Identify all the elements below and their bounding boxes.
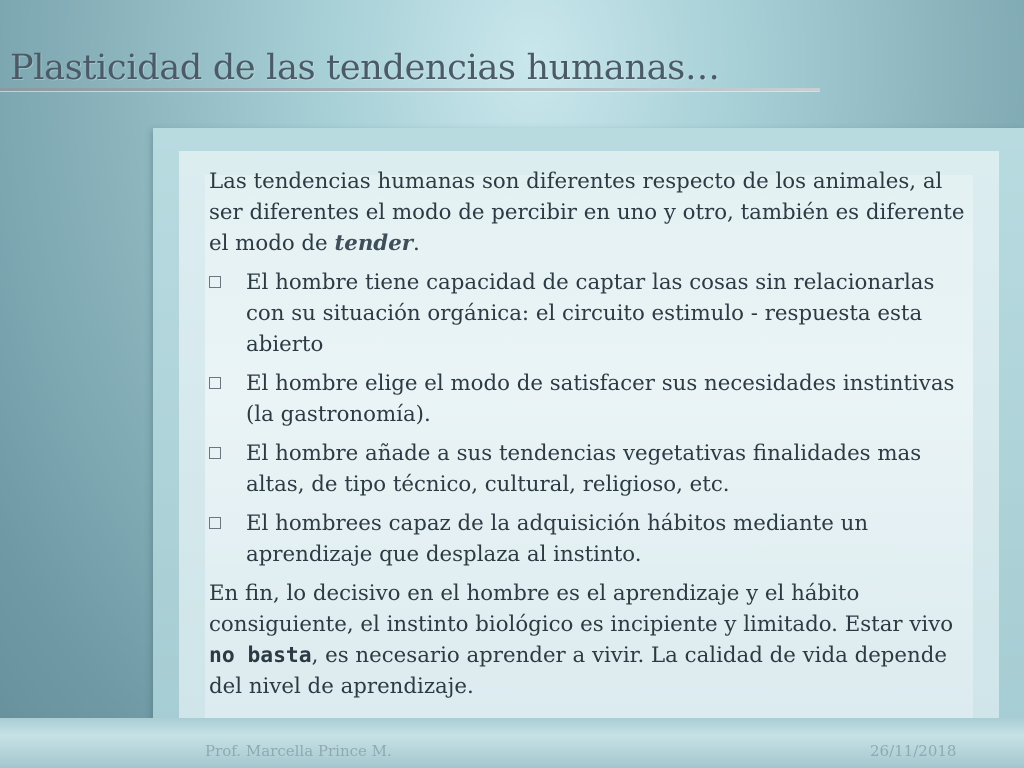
bullet-text: El hombre elige el modo de satisfacer sus necesidades instintivas (la gastronomía).	[246, 371, 955, 427]
bullet-text: El hombre añade a sus tendencias vegetativas finalidades mas altas, de tipo técnico, cultural, religioso, etc.	[246, 441, 922, 497]
slide-title: Plasticidad de las tendencias humanas…	[10, 48, 720, 88]
bullet-item	[209, 368, 979, 430]
bold-phrase: no basta	[209, 643, 312, 668]
emphasis-word: tender	[334, 231, 413, 256]
square-bullet-icon	[209, 276, 221, 288]
conclusion-text-end: , es necesario aprender a vivir. La calidad de vida depende del nivel de aprendizaje.	[209, 643, 947, 699]
bullet-item	[209, 438, 979, 500]
slide-body	[209, 166, 979, 710]
conclusion-paragraph	[209, 578, 979, 702]
intro-paragraph	[209, 166, 979, 259]
bullet-item	[209, 508, 979, 570]
bullet-text: El hombre tiene capacidad de captar las cosas sin relacionarlas con su situación orgánica: el circuito estimulo - respuesta esta abierto	[246, 270, 935, 357]
conclusion-text: En fin, lo decisivo en el hombre es el aprendizaje y el hábito consiguiente, el instinto biológico es incipiente y limitado. Estar vivo	[209, 581, 954, 637]
square-bullet-icon	[209, 377, 221, 389]
intro-end: .	[412, 231, 420, 256]
footer-date: 26/11/2018	[870, 742, 957, 760]
bullet-text: El hombrees capaz de la adquisición hábitos mediante un aprendizaje que desplaza al instinto.	[246, 511, 869, 567]
footer-author: Prof. Marcella Prince M.	[205, 742, 392, 760]
bullet-item	[209, 267, 979, 360]
square-bullet-icon	[209, 517, 221, 529]
title-underline	[0, 88, 820, 91]
square-bullet-icon	[209, 447, 221, 459]
intro-text: Las tendencias humanas son diferentes respecto de los animales, al ser diferentes el modo de percibir en uno y otro, también es diferente el modo de	[209, 169, 965, 256]
